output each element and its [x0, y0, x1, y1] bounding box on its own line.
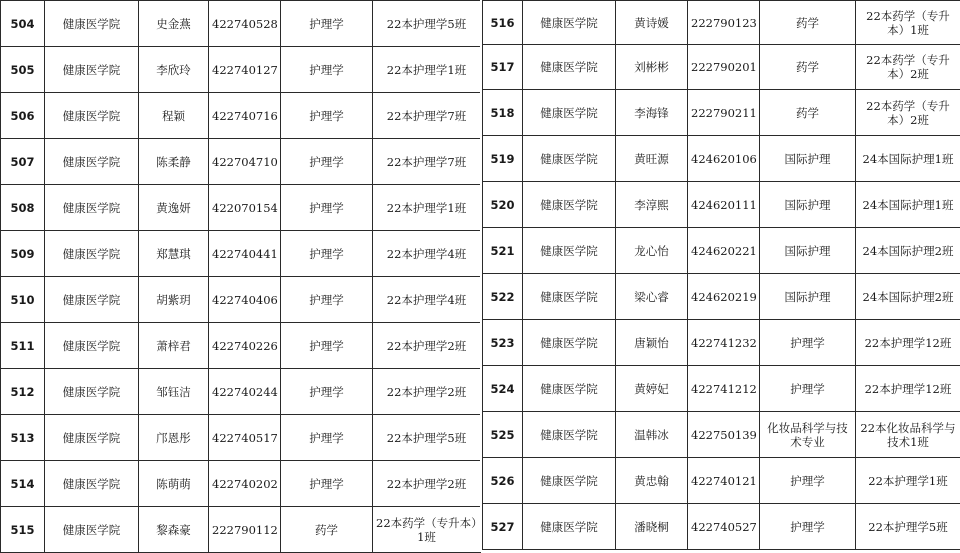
college-cell: 健康医学院 — [523, 504, 616, 550]
class-cell: 22本护理学1班 — [373, 47, 481, 93]
class-cell: 22本药学（专升本）1班 — [856, 1, 960, 45]
student-id-cell: 422070154 — [209, 185, 281, 231]
table-row — [1, 415, 481, 461]
class-cell: 22本化妆品科学与技术1班 — [856, 412, 960, 458]
name-cell: 陈柔静 — [139, 139, 209, 185]
table-row — [1, 47, 481, 93]
row-number: 526 — [483, 458, 523, 504]
major-cell: 护理学 — [760, 320, 856, 366]
class-cell: 22本护理学2班 — [373, 461, 481, 507]
college-cell: 健康医学院 — [523, 90, 616, 136]
major-cell: 药学 — [760, 1, 856, 45]
table-row — [483, 228, 960, 274]
major-cell: 护理学 — [760, 458, 856, 504]
table-body — [1, 1, 481, 553]
table-row — [1, 277, 481, 323]
table-row — [483, 504, 960, 550]
college-cell: 健康医学院 — [45, 139, 139, 185]
college-cell: 健康医学院 — [523, 228, 616, 274]
name-cell: 黄逸妍 — [139, 185, 209, 231]
row-number: 525 — [483, 412, 523, 458]
table-row — [1, 507, 481, 553]
class-cell: 22本药学（专升本）2班 — [856, 45, 960, 90]
table-row — [1, 1, 481, 47]
class-cell: 22本护理学7班 — [373, 93, 481, 139]
table-row — [483, 274, 960, 320]
table-row — [483, 182, 960, 228]
name-cell: 萧梓君 — [139, 323, 209, 369]
table-row — [1, 139, 481, 185]
class-cell: 24本国际护理2班 — [856, 228, 960, 274]
table-row — [1, 323, 481, 369]
student-id-cell: 422740127 — [209, 47, 281, 93]
row-number: 515 — [1, 507, 45, 553]
college-cell: 健康医学院 — [45, 47, 139, 93]
major-cell: 护理学 — [281, 1, 373, 47]
table-row — [483, 366, 960, 412]
student-id-cell: 422740517 — [209, 415, 281, 461]
row-number: 517 — [483, 45, 523, 90]
table-row — [483, 45, 960, 90]
major-cell: 护理学 — [281, 415, 373, 461]
table-row — [483, 90, 960, 136]
major-cell: 国际护理 — [760, 274, 856, 320]
name-cell: 邝恩彤 — [139, 415, 209, 461]
student-id-cell: 422750139 — [688, 412, 760, 458]
college-cell: 健康医学院 — [45, 185, 139, 231]
college-cell: 健康医学院 — [523, 458, 616, 504]
student-id-cell: 422740716 — [209, 93, 281, 139]
student-id-cell: 422740527 — [688, 504, 760, 550]
name-cell: 李淳熙 — [616, 182, 688, 228]
row-number: 521 — [483, 228, 523, 274]
student-id-cell: 422740528 — [209, 1, 281, 47]
class-cell: 22本护理学5班 — [856, 504, 960, 550]
student-id-cell: 222790211 — [688, 90, 760, 136]
name-cell: 胡紫玥 — [139, 277, 209, 323]
college-cell: 健康医学院 — [523, 1, 616, 45]
major-cell: 护理学 — [281, 139, 373, 185]
student-id-cell: 424620111 — [688, 182, 760, 228]
row-number: 518 — [483, 90, 523, 136]
row-number: 514 — [1, 461, 45, 507]
college-cell: 健康医学院 — [45, 277, 139, 323]
row-number: 511 — [1, 323, 45, 369]
college-cell: 健康医学院 — [45, 1, 139, 47]
class-cell: 22本护理学2班 — [373, 369, 481, 415]
table-body — [483, 1, 960, 550]
college-cell: 健康医学院 — [523, 182, 616, 228]
table-row — [483, 458, 960, 504]
row-number: 512 — [1, 369, 45, 415]
row-number: 504 — [1, 1, 45, 47]
major-cell: 护理学 — [281, 185, 373, 231]
class-cell: 22本护理学1班 — [373, 185, 481, 231]
row-number: 509 — [1, 231, 45, 277]
name-cell: 李欣玲 — [139, 47, 209, 93]
major-cell: 化妆品科学与技术专业 — [760, 412, 856, 458]
row-number: 510 — [1, 277, 45, 323]
college-cell: 健康医学院 — [45, 415, 139, 461]
table-row — [483, 320, 960, 366]
name-cell: 温韩冰 — [616, 412, 688, 458]
major-cell: 护理学 — [281, 461, 373, 507]
college-cell: 健康医学院 — [523, 412, 616, 458]
student-id-cell: 424620221 — [688, 228, 760, 274]
major-cell: 护理学 — [281, 93, 373, 139]
table-row — [1, 185, 481, 231]
college-cell: 健康医学院 — [523, 274, 616, 320]
student-id-cell: 222790112 — [209, 507, 281, 553]
major-cell: 护理学 — [760, 504, 856, 550]
class-cell: 22本护理学4班 — [373, 277, 481, 323]
major-cell: 护理学 — [281, 277, 373, 323]
major-cell: 护理学 — [281, 231, 373, 277]
row-number: 522 — [483, 274, 523, 320]
row-number: 505 — [1, 47, 45, 93]
name-cell: 龙心怡 — [616, 228, 688, 274]
row-number: 516 — [483, 1, 523, 45]
class-cell: 22本护理学1班 — [856, 458, 960, 504]
name-cell: 潘晓桐 — [616, 504, 688, 550]
student-id-cell: 422740244 — [209, 369, 281, 415]
student-id-cell: 422740441 — [209, 231, 281, 277]
major-cell: 护理学 — [281, 47, 373, 93]
college-cell: 健康医学院 — [45, 461, 139, 507]
row-number: 507 — [1, 139, 45, 185]
student-id-cell: 424620106 — [688, 136, 760, 182]
row-number: 524 — [483, 366, 523, 412]
student-id-cell: 422740406 — [209, 277, 281, 323]
name-cell: 黎森豪 — [139, 507, 209, 553]
table-row — [1, 93, 481, 139]
name-cell: 黄旺源 — [616, 136, 688, 182]
name-cell: 李海锋 — [616, 90, 688, 136]
row-number: 520 — [483, 182, 523, 228]
table-row — [1, 231, 481, 277]
class-cell: 24本国际护理1班 — [856, 182, 960, 228]
student-id-cell: 424620219 — [688, 274, 760, 320]
class-cell: 22本药学（专升本）2班 — [856, 90, 960, 136]
major-cell: 护理学 — [760, 366, 856, 412]
table-row — [483, 136, 960, 182]
table-row — [483, 412, 960, 458]
row-number: 508 — [1, 185, 45, 231]
name-cell: 程颖 — [139, 93, 209, 139]
row-number: 527 — [483, 504, 523, 550]
college-cell: 健康医学院 — [523, 136, 616, 182]
name-cell: 黄婷妃 — [616, 366, 688, 412]
college-cell: 健康医学院 — [45, 231, 139, 277]
student-id-cell: 422740202 — [209, 461, 281, 507]
table-row — [1, 369, 481, 415]
class-cell: 22本护理学7班 — [373, 139, 481, 185]
class-cell: 24本国际护理2班 — [856, 274, 960, 320]
student-id-cell: 422741232 — [688, 320, 760, 366]
class-cell: 22本护理学12班 — [856, 320, 960, 366]
name-cell: 陈萌萌 — [139, 461, 209, 507]
major-cell: 国际护理 — [760, 136, 856, 182]
major-cell: 药学 — [281, 507, 373, 553]
college-cell: 健康医学院 — [45, 507, 139, 553]
class-cell: 24本国际护理1班 — [856, 136, 960, 182]
major-cell: 药学 — [760, 45, 856, 90]
row-number: 513 — [1, 415, 45, 461]
student-id-cell: 422704710 — [209, 139, 281, 185]
college-cell: 健康医学院 — [45, 93, 139, 139]
student-id-cell: 422740226 — [209, 323, 281, 369]
class-cell: 22本护理学5班 — [373, 415, 481, 461]
major-cell: 护理学 — [281, 323, 373, 369]
name-cell: 黄忠翰 — [616, 458, 688, 504]
class-cell: 22本护理学5班 — [373, 1, 481, 47]
row-number: 519 — [483, 136, 523, 182]
major-cell: 国际护理 — [760, 182, 856, 228]
college-cell: 健康医学院 — [523, 45, 616, 90]
major-cell: 国际护理 — [760, 228, 856, 274]
class-cell: 22本护理学2班 — [373, 323, 481, 369]
class-cell: 22本护理学12班 — [856, 366, 960, 412]
name-cell: 刘彬彬 — [616, 45, 688, 90]
row-number: 506 — [1, 93, 45, 139]
student-id-cell: 222790123 — [688, 1, 760, 45]
name-cell: 黄诗媛 — [616, 1, 688, 45]
class-cell: 22本护理学4班 — [373, 231, 481, 277]
college-cell: 健康医学院 — [45, 323, 139, 369]
name-cell: 梁心睿 — [616, 274, 688, 320]
row-number: 523 — [483, 320, 523, 366]
college-cell: 健康医学院 — [45, 369, 139, 415]
student-id-cell: 222790201 — [688, 45, 760, 90]
name-cell: 郑慧琪 — [139, 231, 209, 277]
name-cell: 唐颖怡 — [616, 320, 688, 366]
college-cell: 健康医学院 — [523, 320, 616, 366]
major-cell: 护理学 — [281, 369, 373, 415]
name-cell: 邹钰洁 — [139, 369, 209, 415]
table-row — [1, 461, 481, 507]
student-id-cell: 422741212 — [688, 366, 760, 412]
class-cell: 22本药学（专升本）1班 — [373, 507, 481, 553]
major-cell: 药学 — [760, 90, 856, 136]
table-row — [483, 1, 960, 45]
student-id-cell: 422740121 — [688, 458, 760, 504]
college-cell: 健康医学院 — [523, 366, 616, 412]
name-cell: 史金燕 — [139, 1, 209, 47]
student-table-right — [482, 0, 960, 550]
